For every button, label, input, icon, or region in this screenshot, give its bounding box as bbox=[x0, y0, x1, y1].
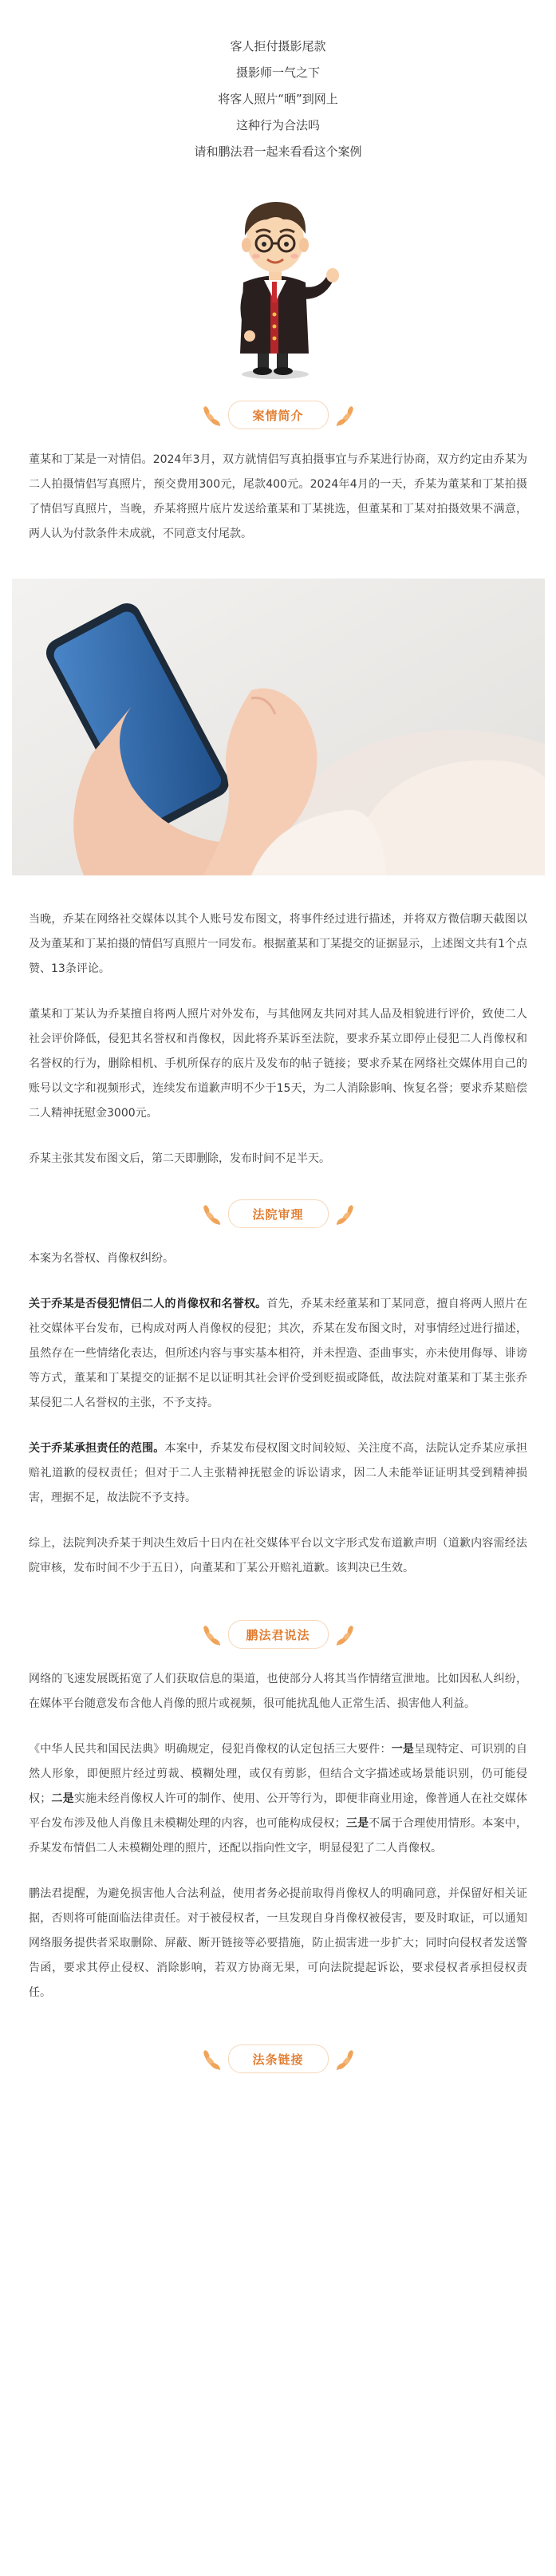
laurel-leaf-icon bbox=[199, 1200, 223, 1227]
laurel-leaf-icon bbox=[199, 2045, 223, 2072]
laurel-leaf-icon bbox=[333, 2045, 357, 2072]
laurel-leaf-icon bbox=[333, 1621, 357, 1648]
case-paragraph-3: 董某和丁某认为乔某擅自将两人照片对外发布，与其他网友共同对其人品及相貌进行评价，致使二人社会评价降低，侵犯其名誉权和肖像权，因此将乔某诉至法院，要求乔某立即停止侵犯二人肖像权和名誉权的行为，删除相机、手机所保存的底片及发布的帖子链接；要求乔某在网络社交媒体用自己的账号以文字和视频形式，连续发布道歉声明不少于15天，为二人消除影响、恢复名誉；要求乔某赔偿二人精神抚慰金3000元。 bbox=[29, 1008, 527, 1120]
commentary-paragraph-2 bbox=[29, 1737, 527, 1861]
intro-line-4: 这种行为合法吗 bbox=[235, 118, 320, 132]
court-p2-body: 首先，乔某未经董某和丁某同意，擅自将两人照片在社交媒体平台发布，已构成对两人肖像权的侵犯；其次，乔某在发布图文时，对事情经过进行描述，虽然存在一些情绪化表达，但所述内容与事实基本相符，并未捏造、歪曲事实，亦未使用侮辱、诽谤等方式，董某和丁某提交的证据不足以证明其社会评价受到贬损或降低，故法院对董某和丁某主张乔某侵犯二人名誉权的主张，不予支持。 bbox=[29, 1298, 528, 1409]
intro-line-5: 请和鹏法君一起来看看这个案例 bbox=[194, 144, 362, 159]
court-paragraph-1: 本案为名誉权、肖像权纠纷。 bbox=[29, 1252, 174, 1265]
case-paragraph-4: 乔某主张其发布图文后，第二天即删除，发布时间不足半天。 bbox=[29, 1152, 330, 1165]
court-p3-heading: 关于乔某承担责任的范围。 bbox=[29, 1442, 165, 1455]
judge-illustration bbox=[0, 178, 556, 393]
law-title-badge bbox=[228, 2045, 329, 2073]
commentary-p2-intro: 《中华人民共和国民法典》明确规定，侵犯肖像权的认定包括三大要件： bbox=[29, 1743, 392, 1756]
hands-holding-phone-photo bbox=[12, 579, 545, 875]
intro-block bbox=[0, 0, 556, 165]
laurel-leaf-icon bbox=[199, 401, 223, 429]
commentary-paragraph-1: 网络的飞速发展既拓宽了人们获取信息的渠道，也使部分人将其当作情绪宣泄地。比如因私人纠纷，在媒体平台随意发布含他人肖像的照片或视频，很可能扰乱他人正常生活、损害他人利益。 bbox=[29, 1673, 527, 1710]
commentary-title-badge bbox=[228, 1620, 329, 1649]
intro-line-1: 客人拒付摄影尾款 bbox=[230, 39, 326, 53]
case-title-badge bbox=[228, 401, 329, 429]
commentary-p2-point-3: 不属于合理使用情形。本案中，乔某发布情侣二人未模糊处理的照片，还配以指向性文字，明显侵犯了二人肖像权。 bbox=[29, 1817, 528, 1855]
laurel-leaf-icon bbox=[199, 1621, 223, 1648]
judge-icon bbox=[219, 183, 347, 382]
case-paragraph-2: 当晚，乔某在网络社交媒体以其个人账号发布图文，将事件经过进行描述，并将双方微信聊天截图以及为董某和丁某拍摄的情侣写真照片一同发布。根据董某和丁某提交的证据显示，上述图文共有1个点赞、13条评论。 bbox=[29, 913, 527, 975]
court-title-badge bbox=[228, 1199, 329, 1228]
intro-line-2: 摄影师一气之下 bbox=[235, 65, 320, 80]
case-title-text: 案情简介 bbox=[252, 408, 304, 423]
laurel-leaf-icon bbox=[333, 401, 357, 429]
intro-line-3: 将客人照片“晒”到网上 bbox=[218, 92, 338, 106]
court-title-text: 法院审理 bbox=[252, 1207, 304, 1222]
commentary-p2-point-1: 呈现特定、可识别的自然人形象，即便照片经过剪裁、模糊处理，或仅有剪影，但结合文字描述或场景能识别，仍可能侵权； bbox=[29, 1743, 528, 1805]
laurel-leaf-icon bbox=[333, 1200, 357, 1227]
commentary-p2-point-1-label: 一是 bbox=[391, 1743, 415, 1756]
section-title-court bbox=[0, 1192, 556, 1235]
commentary-paragraph-3: 鹏法君提醒，为避免损害他人合法利益，使用者务必提前取得肖像权人的明确同意，并保留好相关证据，否则将可能面临法律责任。对于被侵权者，一旦发现自身肖像权被侵害，要及时取证，可以通知网络服务提供者采取删除、屏蔽、断开链接等必要措施，防止损害进一步扩大；同时向侵权者发送警告函，要求其停止侵权、消除影响，若双方协商无果，可向法院提起诉讼，要求侵权者承担侵权责任。 bbox=[29, 1887, 527, 1999]
case-paragraph-1: 董某和丁某是一对情侣。2024年3月，双方就情侣写真拍摄事宜与乔某进行协商，双方约定由乔某为二人拍摄情侣写真照片，预交费用300元，尾款400元。2024年4月的一天，乔某为董某和丁某拍摄了情侣写真照片，当晚，乔某将照片底片发送给董某和丁某挑选，但董某和丁某对拍摄效果不满意，两人认为付款条件未成就，不同意支付尾款。 bbox=[29, 453, 527, 540]
section-title-case bbox=[0, 393, 556, 437]
court-paragraph-3 bbox=[29, 1436, 527, 1511]
court-paragraph-2 bbox=[29, 1292, 527, 1416]
commentary-p2-point-3-label: 三是 bbox=[345, 1817, 369, 1830]
commentary-p2-point-2: 实施未经肖像权人许可的制作、使用、公开等行为，即便非商业用途，像普通人在社交媒体平台发布涉及他人肖像且未模糊处理的内容，也可能构成侵权； bbox=[29, 1792, 528, 1830]
section-title-commentary bbox=[0, 1613, 556, 1656]
phone-photo-illustration bbox=[12, 579, 545, 875]
court-p2-heading: 关于乔某是否侵犯情侣二人的肖像权和名誉权。 bbox=[29, 1298, 267, 1310]
commentary-p2-point-2-label: 二是 bbox=[51, 1792, 74, 1805]
commentary-title-text: 鹏法君说法 bbox=[246, 1627, 310, 1642]
court-p3-body: 本案中，乔某发布侵权图文时间较短、关注度不高，法院认定乔某应承担赔礼道歉的侵权责任；但对于二人主张精神抚慰金的诉讼请求，因二人未能举证证明其受到精神损害，理据不足，故法院不予支持。 bbox=[29, 1442, 528, 1504]
law-title-text: 法条链接 bbox=[252, 2052, 304, 2067]
section-title-law bbox=[0, 2037, 556, 2080]
court-paragraph-4: 综上，法院判决乔某于判决生效后十日内在社交媒体平台以文字形式发布道歉声明（道歉内容需经法院审核，发布时间不少于五日），向董某和丁某公开赔礼道歉。该判决已生效。 bbox=[29, 1537, 527, 1574]
